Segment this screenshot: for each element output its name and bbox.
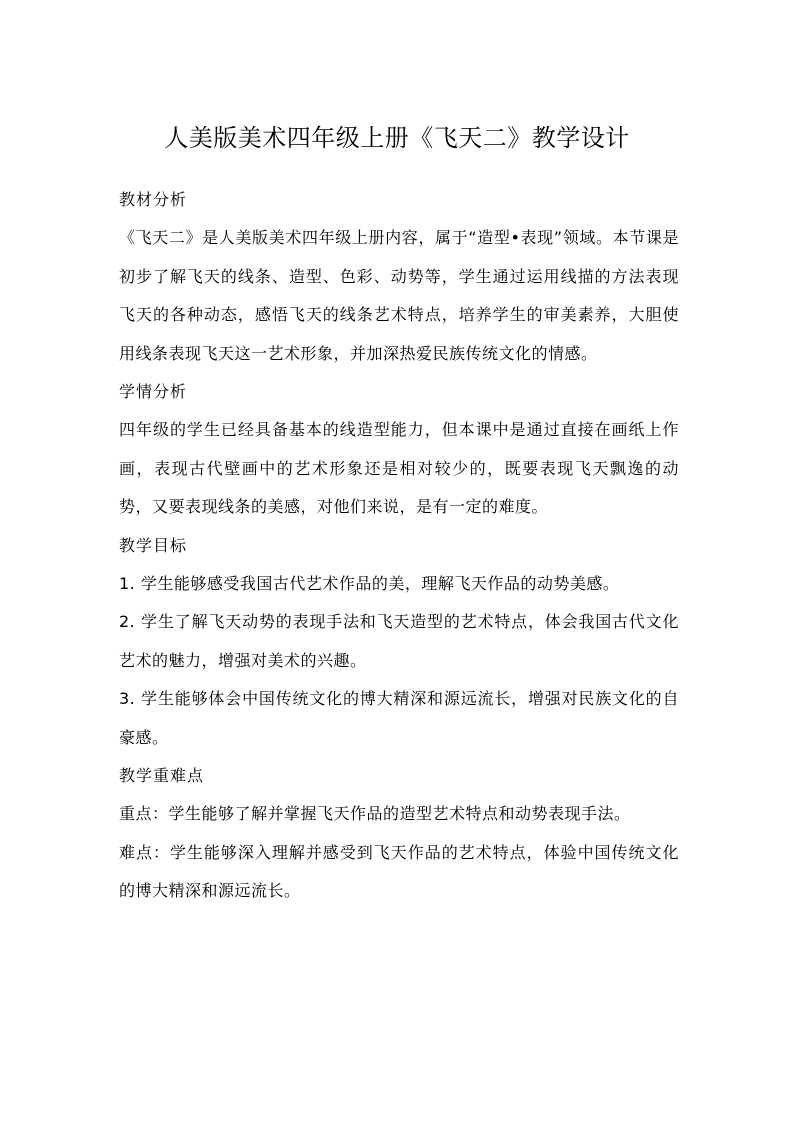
paragraph-learner-analysis: 四年级的学生已经具备基本的线造型能力，但本课中是通过直接在画纸上作画，表现古代壁画中的艺术形象还是相对较少的，既要表现飞天飘逸的动势，又要表现线条的美感，对他们来说，是有一定的难度。 [119,420,679,517]
objective-item-1: 1. 学生能够感受我国古代艺术作品的美，理解飞天作品的动势美感。 [119,574,620,594]
section-heading-teaching-objectives: 教学目标 [119,535,188,555]
key-point-paragraph: 重点：学生能够了解并掌握飞天作品的造型艺术特点和动势表现手法。 [119,804,631,824]
section-heading-learner-analysis: 学情分析 [119,382,188,402]
objective-item-2: 2. 学生了解飞天动势的表现手法和飞天造型的艺术特点，体会我国古代文化艺术的魅力，增强对美术的兴趣。 [119,612,679,670]
section-heading-key-difficult-points: 教学重难点 [119,766,205,786]
document-title: 人美版美术四年级上册《飞天二》教学设计 [164,124,630,152]
section-heading-textbook-analysis: 教材分析 [119,190,188,209]
document-body [119,181,679,911]
paragraph-textbook-analysis: 《飞天二》是人美版美术四年级上册内容，属于“造型•表现”领域。本节课是初步了解飞天的线条、造型、色彩、动势等，学生通过运用线描的方法表现飞天的各种动态，感悟飞天的线条艺术特点，培养学生的审美素养，大胆使用线条表现飞天这一艺术形象，并加深热爱民族传统文化的情感。 [119,228,679,363]
difficult-point-paragraph: 难点：学生能够深入理解并感受到飞天作品的艺术特点，体验中国传统文化的博大精深和源远流长。 [119,842,679,901]
objective-item-3: 3. 学生能够体会中国传统文化的博大精深和源远流长，增强对民族文化的自豪感。 [119,689,679,747]
